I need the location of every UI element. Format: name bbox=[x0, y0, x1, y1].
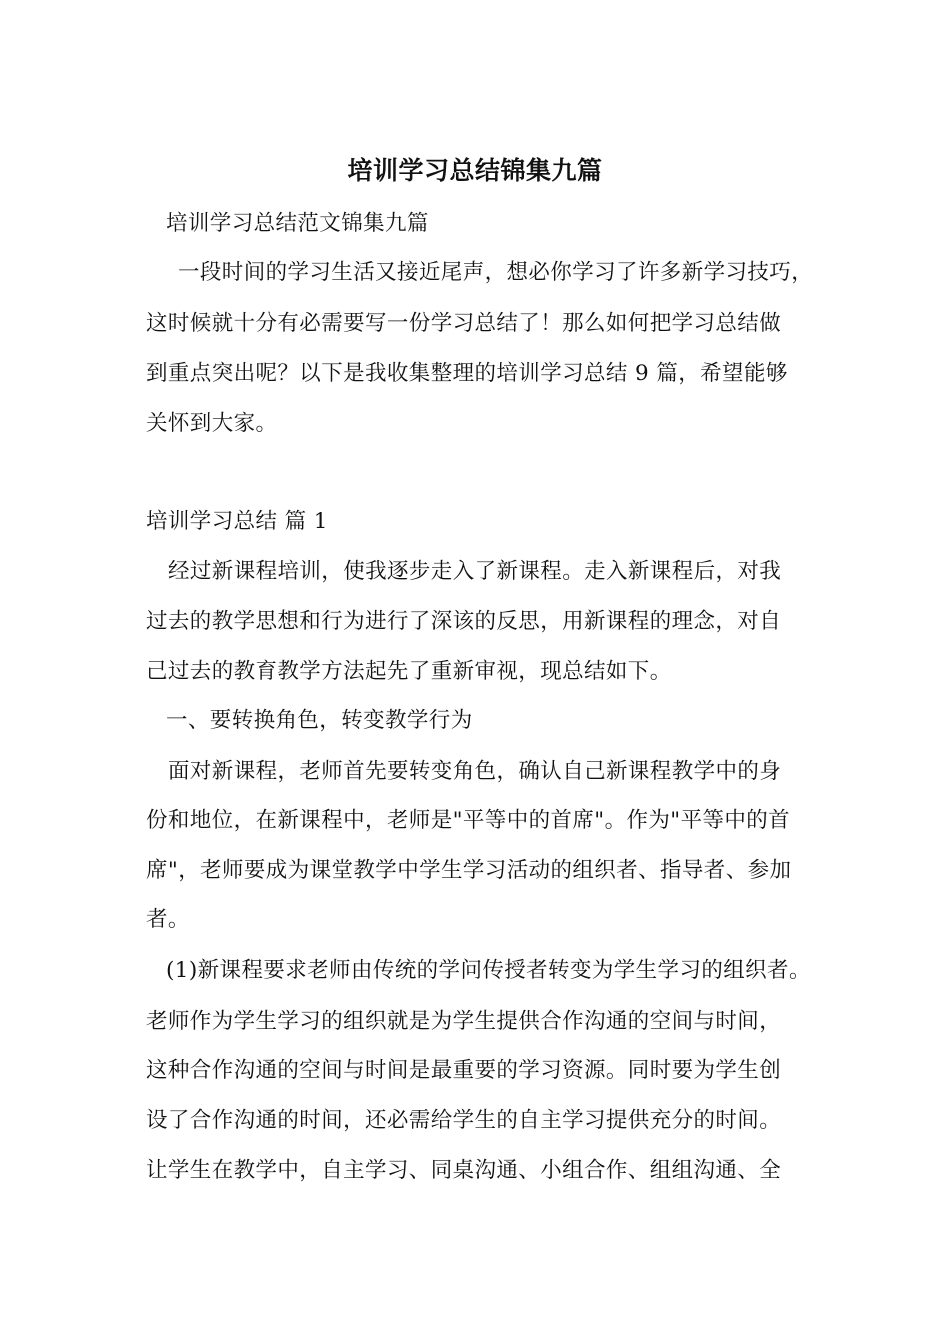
document-subtitle: 培训学习总结范文锦集九篇 bbox=[166, 211, 429, 236]
subheading: 一、要转换角色，转变教学行为 bbox=[166, 708, 473, 733]
intro-line: 关怀到大家。 bbox=[146, 411, 278, 436]
document-title: 培训学习总结锦集九篇 bbox=[347, 156, 603, 185]
paragraph-line: 份和地位，在新课程中，老师是"平等中的首席"。作为"平等中的首 bbox=[146, 808, 791, 833]
intro-line: 到重点突出呢？以下是我收集整理的培训学习总结 9 篇，希望能够 bbox=[146, 361, 788, 386]
paragraph-line: 老师作为学生学习的组织就是为学生提供合作沟通的空间与时间， bbox=[146, 1009, 782, 1034]
paragraph-line: 过去的教学思想和行为进行了深该的反思，用新课程的理念，对自 bbox=[146, 609, 782, 634]
paragraph-line: 者。 bbox=[146, 907, 190, 932]
section-heading: 培训学习总结 篇 1 bbox=[146, 509, 328, 534]
paragraph-line: 经过新课程培训，使我逐步走入了新课程。走入新课程后，对我 bbox=[168, 559, 782, 584]
paragraph-line: 席"，老师要成为课堂教学中学生学习活动的组织者、指导者、参加 bbox=[146, 858, 792, 883]
paragraph-line: 这种合作沟通的空间与时间是最重要的学习资源。同时要为学生创 bbox=[146, 1058, 782, 1083]
paragraph-line: (1)新课程要求老师由传统的学问传授者转变为学生学习的组织者。 bbox=[166, 958, 811, 983]
intro-line: 一段时间的学习生活又接近尾声，想必你学习了许多新学习技巧， bbox=[178, 260, 814, 285]
intro-line: 这时候就十分有必需要写一份学习总结了！那么如何把学习总结做 bbox=[146, 311, 782, 336]
paragraph-line: 让学生在教学中，自主学习、同桌沟通、小组合作、组组沟通、全 bbox=[146, 1158, 782, 1183]
paragraph-line: 设了合作沟通的时间，还必需给学生的自主学习提供充分的时间。 bbox=[146, 1108, 782, 1133]
paragraph-line: 面对新课程，老师首先要转变角色，确认自己新课程教学中的身 bbox=[168, 759, 782, 784]
paragraph-line: 己过去的教育教学方法起先了重新审视，现总结如下。 bbox=[146, 659, 672, 684]
